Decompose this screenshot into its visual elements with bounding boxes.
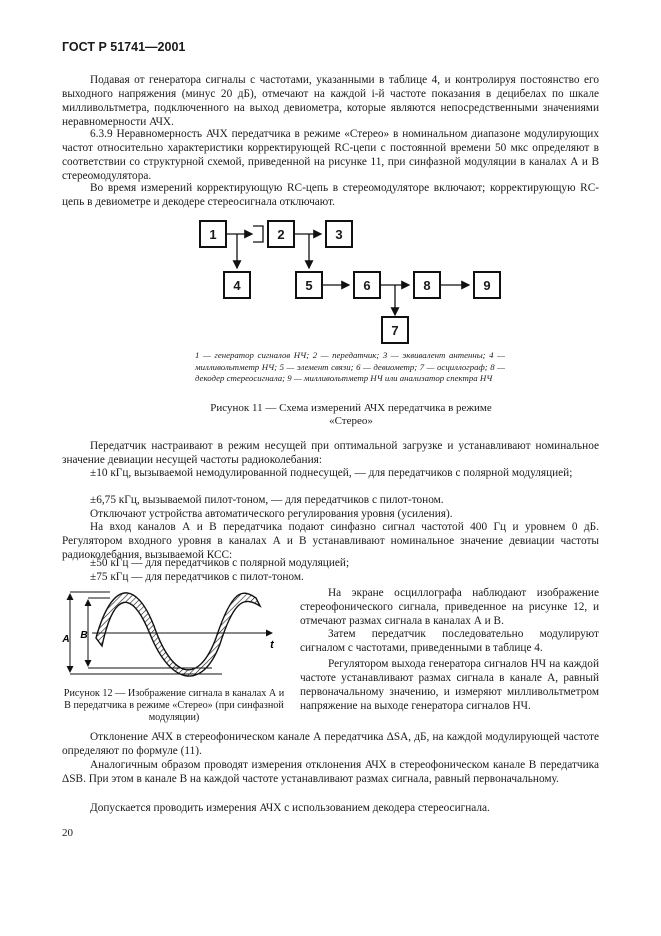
paragraph-modulate-frequencies: Затем передатчик последовательно модулируют сигналом с частотами, приведенными в таблице 4. <box>300 628 599 654</box>
figure-12-waveform <box>62 586 284 684</box>
paragraph-50khz: ±50 кГц — для передатчиков с полярной модуляцией; <box>90 557 350 569</box>
figure-11-legend: 1 — генератор сигналов НЧ; 2 — передатчик; 3 — эквивалент антенны; 4 — милливольтметр НЧ; 5 — элемент связи; 6 — девиометр; 7 — осциллограф; 8 — декодер стереосигнала; 9 — милливольтметр НЧ или анализатор спектра НЧ <box>195 350 505 384</box>
label-t: t <box>270 639 274 651</box>
block-8-stereo-decoder: 8 <box>413 271 441 299</box>
figure-11-diagram <box>197 216 507 346</box>
paragraph-6-75khz: ±6,75 кГц, вызываемой пилот-тоном, — для передатчиков с пилот-тоном. <box>90 494 444 506</box>
paragraph-deviation-channel-a: Отклонение АЧХ в стереофоническом канале А передатчика ΔSA, дБ, на каждой модулирующей частоте определяют по формуле (11). <box>62 731 599 757</box>
paragraph-agc-off: Отключают устройства автоматического регулирования уровня (усиления). <box>90 508 453 520</box>
block-5-coupling-element: 5 <box>295 271 323 299</box>
block-3-antenna-equivalent: 3 <box>325 220 353 248</box>
block-7-oscilloscope: 7 <box>381 316 409 344</box>
label-a: A <box>62 634 70 645</box>
paragraph-rc-circuit: Во время измерений корректирующую RC-цепь в стереомодуляторе включают; корректирующую RC-цепь в девиометре и декодере стереосигнала отключают. <box>62 182 599 208</box>
block-9-millivoltmeter-analyzer: 9 <box>473 271 501 299</box>
paragraph-75khz: ±75 кГц — для передатчиков с пилот-тоном. <box>90 571 304 583</box>
paragraph-1: Подавая от генератора сигналы с частотами, указанными в таблице 4, и контролируя постоянство его выходного напряжения (минус 20 дБ), отмечают на каждой i-й частоте показания в децибелах по шкале милливольтметра, подключенного на выход девиометра, которые являются непосредственными значениями неравномерности АЧХ. <box>62 74 599 128</box>
block-1-generator: 1 <box>199 220 227 248</box>
paragraph-input-signal: На вход каналов А и В передатчика подают синфазно сигнал частотой 400 Гц и уровнем 0 дБ. Регулятором входного уровня в каналах А и В устанавливают номинальное значение девиации частоты радиоколебания, вызываемой КСС: <box>62 521 599 561</box>
figure-11-caption: Рисунок 11 — Схема измерений АЧХ передатчика в режиме «Стерео» <box>210 402 492 427</box>
paragraph-decoder-allowed: Допускается проводить измерения АЧХ с использованием декодера стереосигнала. <box>90 802 490 814</box>
paragraph-6-3-9: 6.3.9 Неравномерность АЧХ передатчика в режиме «Стерео» в номинальном диапазоне модулирующих частот относительно характеристики корректирующей RC-цепи с постоянной времени 50 мкс определяют в соответствии со структурной схемой, приведенной на рисунке 11, при синфазной модуляции в каналах А и В стереомодулятора. <box>62 128 599 182</box>
block-6-deviometer: 6 <box>353 271 381 299</box>
paragraph-oscilloscope-image: На экране осциллографа наблюдают изображение стереофонического сигнала, приведенное на рисунке 12, и отмечают размах сигнала в каналах А и В. <box>300 587 599 627</box>
paragraph-10khz: ±10 кГц, вызываемой немодулированной поднесущей, — для передатчиков с полярной модуляцией; <box>90 467 573 479</box>
document-header: ГОСТ Р 51741—2001 <box>62 40 186 54</box>
paragraph-carrier-mode: Передатчик настраивают в режим несущей при оптимальной загрузке и устанавливают номинальное значение девиации несущей частоты радиоколебания: <box>62 440 599 466</box>
block-2-transmitter: 2 <box>267 220 295 248</box>
paragraph-lf-generator: Регулятором выхода генератора сигналов НЧ на каждой частоте устанавливают размах сигнала в канале А, равный первоначальному значению, и измеряют милливольтметром напряжение на выходе генератора сигналов НЧ. <box>300 658 599 712</box>
label-b: B <box>80 630 88 641</box>
block-4-millivoltmeter: 4 <box>223 271 251 299</box>
page-number: 20 <box>62 827 73 839</box>
paragraph-deviation-channel-b: Аналогичным образом проводят измерения отклонения АЧХ в стереофоническом канале В передатчика ΔSB. При этом в канале В на каждой частоте устанавливают размах сигнала, равный первоначальному. <box>62 759 599 785</box>
figure-12-caption: Рисунок 12 — Изображение сигнала в каналах А и В передатчика в режиме «Стерео» (при синфазной модуляции) <box>63 688 285 723</box>
